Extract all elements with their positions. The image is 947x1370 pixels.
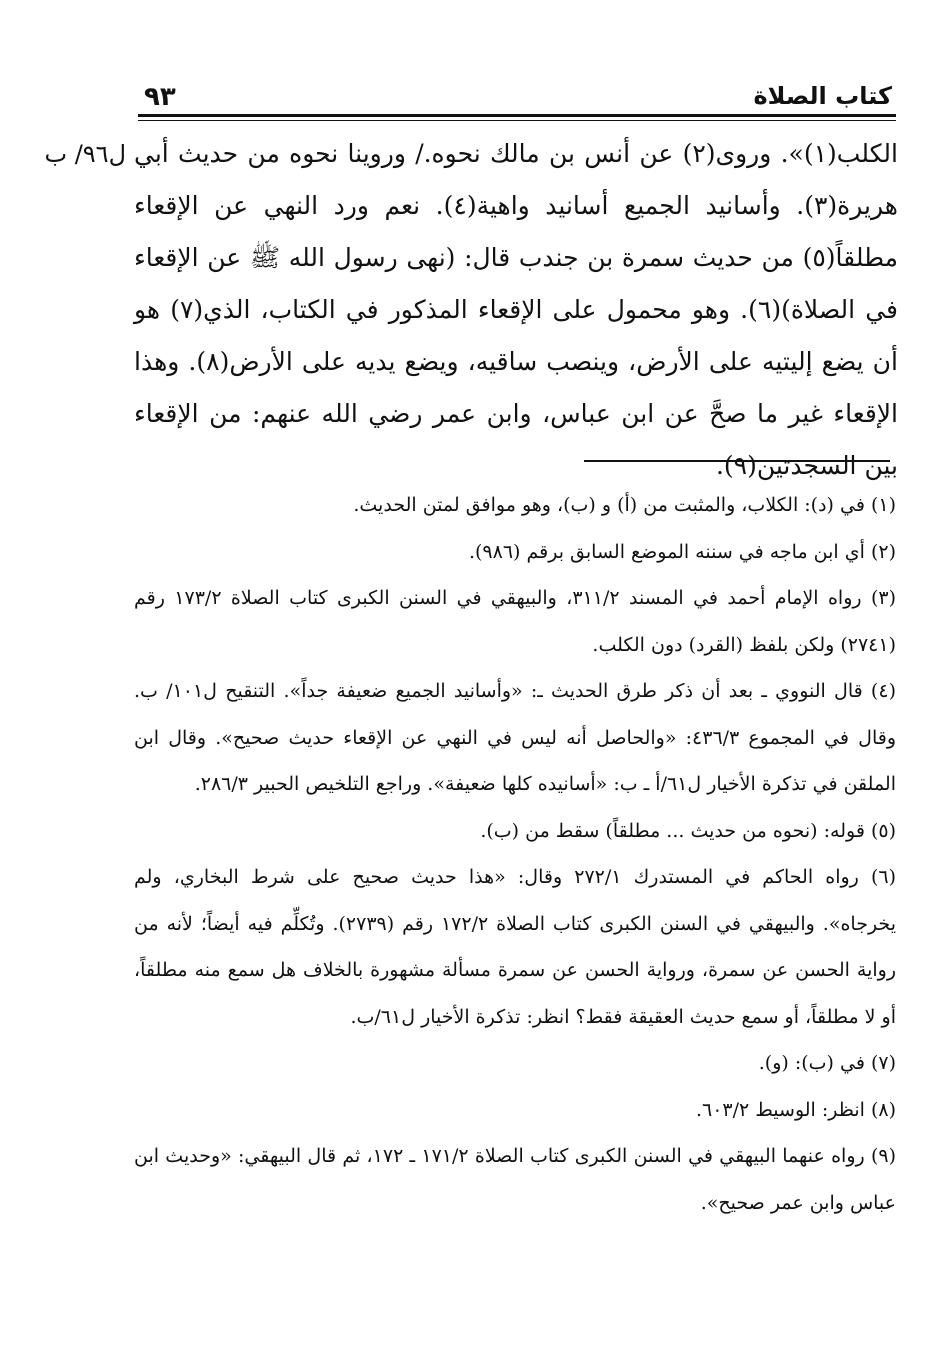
main-paragraph: الكلب(١)». وروى(٢) عن أنس بن مالك نحوه./ وروينا نحوه من حديث أبي هريرة(٣). وأسانيد الجميع أسانيد واهية(٤). نعم ورد النهي عن الإقعاء مطلقاً(٥) من حديث سمرة بن جندب قال: (نهى رسول الله ﷺ عن الإقعاء في الصلاة)(٦). وهو محمول على الإقعاء المذكور في الكتاب، الذي(٧) هو أن يضع إليتيه على الأرض، وينصب ساقيه، ويضع يديه على الأرض(٨). وهذا الإقعاء غير ما صحَّ عن ابن عباس، وابن عمر رضي الله عنهم: من الإقعاء بين السجدتين(٩). — [134, 139, 898, 480]
page-header — [138, 78, 896, 116]
footnotes — [134, 482, 896, 1226]
running-title: كتاب الصلاة — [753, 82, 892, 110]
footnote-3: (٣) رواه الإمام أحمد في المسند ٣١١/٢، والبيهقي في السنن الكبرى كتاب الصلاة ١٧٣/٢ رقم (٢٧٤١) ولكن بلفظ (القرد) دون الكلب. — [134, 587, 896, 656]
footnote-6: (٦) رواه الحاكم في المستدرك ٢٧٢/١ وقال: «هذا حديث صحيح على شرط البخاري، ولم يخرجاه». والبيهقي في السنن الكبرى كتاب الصلاة ١٧٢/٢ رقم (٢٧٣٩). وتُكلِّم فيه أيضاً؛ لأنه من رواية الحسن عن سمرة، ورواية الحسن عن سمرة مسألة مشهورة بالخلاف هل سمع منه مطلقاً، أو لا مطلقاً، أو سمع حديث العقيقة فقط؟ انظر: تذكرة الأخيار ل٦١/ب. — [134, 866, 896, 1028]
footnote-4: (٤) قال النووي ـ بعد أن ذكر طرق الحديث ـ: «وأسانيد الجميع ضعيفة جداً». التنقيح ل١٠١/ ب. وقال في المجموع ٤٣٦/٣: «والحاصل أنه ليس في النهي عن الإقعاء حديث صحيح». وقال ابن الملقن في تذكرة الأخيار ل٦١/أ ـ ب: «أسانيده كلها ضعيفة». وراجع التلخيص الحبير ٢٨٦/٣. — [134, 680, 897, 795]
page-number: ٩٣ — [144, 82, 176, 112]
main-text — [134, 128, 898, 492]
header-rule-thin — [138, 120, 896, 121]
footnote-1: (١) في (د): الكلاب، والمثبت من (أ) و (ب)، وهو موافق لمتن الحديث. — [353, 494, 896, 516]
footnote-2: (٢) أي ابن ماجه في سننه الموضع السابق برقم (٩٨٦). — [468, 540, 896, 563]
footnote-7: (٧) في (ب): (و). — [758, 1052, 896, 1074]
header-rule-thick — [138, 114, 896, 117]
footnote-8: (٨) انظر: الوسيط ٦٠٣/٢. — [695, 1098, 896, 1121]
manuscript-folio-note: ل٩٦/ ب — [44, 140, 126, 168]
footnote-9: (٩) رواه عنهما البيهقي في السنن الكبرى كتاب الصلاة ١٧١/٢ ـ ١٧٢، ثم قال البيهقي: «وحديث ابن عباس وابن عمر صحيح». — [134, 1145, 896, 1214]
footnote-separator — [584, 460, 890, 462]
footnote-5: (٥) قوله: (نحوه من حديث ... مطلقاً) سقط من (ب). — [480, 819, 896, 842]
